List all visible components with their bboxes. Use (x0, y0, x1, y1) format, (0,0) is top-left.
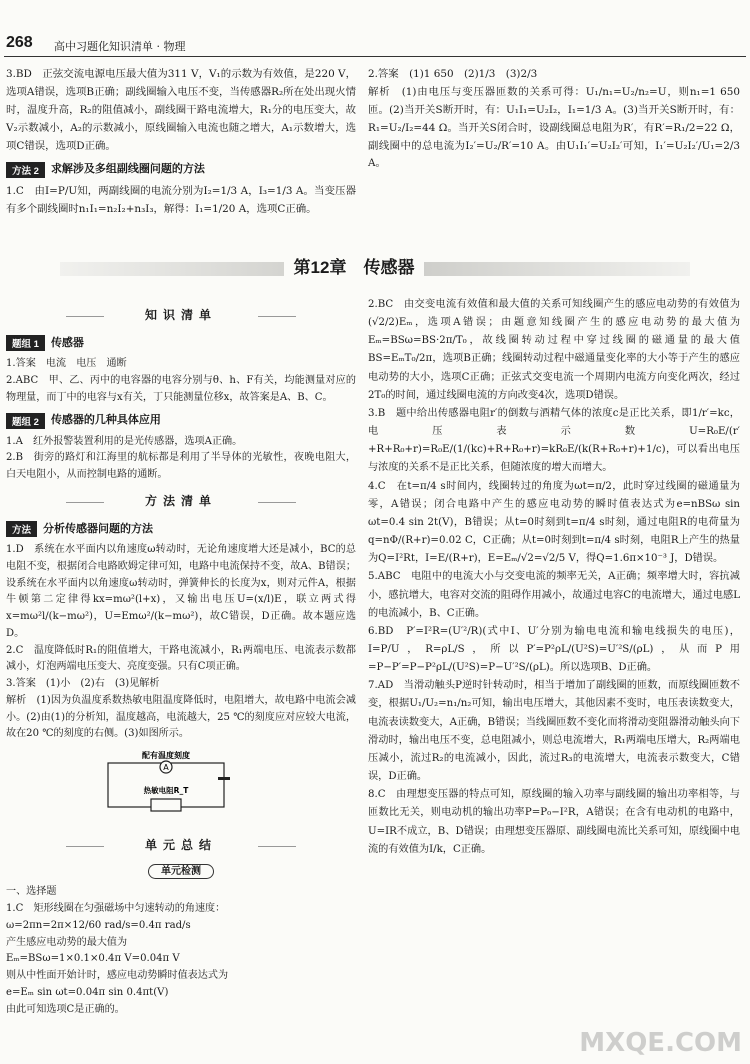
g2-answer-1: 1.A 红外报警装置利用的是光传感器，选项A正确。 (6, 435, 243, 447)
s-answer-1: 1.C 矩形线圈在匀强磁场中匀速转动的角速度： (6, 903, 226, 915)
right-column (368, 296, 740, 859)
battery-icon (218, 777, 230, 780)
book-title: 高中习题化知识清单 · 物理 (54, 40, 186, 53)
top-left-column (6, 66, 356, 219)
group-1-heading (6, 334, 356, 352)
unit-test-box (6, 864, 356, 881)
r-answer-3: 3.B 题中给出传感器电阻r′的倒数与酒精气体的浓度c是正比关系，即1/r′=kc，电压表示数U=R₀E/(r′+R+R₀+r)=R₀E/(1/(kc)+R+R₀+r)=kR₀E/(k(R+R₀+r)+1/c)，可以看出电压与浓度的关系不是正比关系，但随浓度的增大而增大。 (368, 407, 740, 474)
group-2-tag: 题组 2 (6, 413, 45, 429)
thermistor-label: 热敏电阻R_T (143, 786, 189, 796)
r-answer-4: 4.C 在t=π/4 s时间内，线圈转过的角度为ωt=π/2，此时穿过线圈的磁通量为零，A错误；闭合电路中产生的感应电动势的瞬时值表达式为e=nBSω sin ωt=0.4 sin 2t(V)，B错误；从t=0时刻到t=π/4 s时刻，通过电阻R的电荷量为q=nΦ/(R+r)=0.02 C，C正确；从t=0时刻到t=π/4 s时刻，电阻R上产生的热量为Q=I²Rt，I=E/(R+r)，E=Eₘ/√2=√2/5 V，得Q=1.6π×10⁻³ J，D错误。 (368, 480, 740, 565)
answer-2: 2.答案 (1)1 650 (2)1/3 (3)2/3 (368, 68, 538, 80)
s-answer-1-c: Eₘ=BSω=1×0.1×0.4π V=0.04π V (6, 953, 180, 965)
r-answer-8: 8.C 由理想变压器的特点可知，原线圈的输入功率与副线圈的输出功率相等，与匝数比无关，则电动机的输出功率P=P₀−I²R，A错误；在含有电动机的电路中，U=IR不成立，B、D错误；由理想变压器原、副线圈电流比关系可知，原线圈中电流的有效值为I/k，C正确。 (368, 789, 740, 855)
circuit-title: 配有温度刻度 (142, 751, 190, 761)
thermistor-circuit-diagram (96, 749, 236, 815)
method-subheading (6, 520, 356, 538)
header-rule (4, 56, 746, 57)
m-answer-1: 1.D 系统在水平面内以角速度ω转动时，无论角速度增大还是减小，BC的总电阻不变，根据闭合电路欧姆定律可知，电路中电流保持不变，故A、B错误；设系统在水平面内以角速度ω转动时，弹簧伸长的长度为x，则对元件A，根据牛顿第二定律得kx=mω²(l+x)，又输出电压U=(x/l)E，联立两式得x=mω²l/(k−mω²)，U=Emω²/(k−mω²)，故C错误，D正确。故本题应选D。 (6, 544, 356, 639)
method-title: 求解涉及多组副线圈问题的方法 (50, 162, 205, 176)
group-1-tag: 题组 1 (6, 335, 45, 351)
method-heading: 方法清单 (6, 492, 356, 512)
g1-answer-1: 1.答案 电流 电压 通断 (6, 358, 127, 370)
top-right-column (368, 66, 740, 173)
r-answer-6: 6.BD P′=I²R=(U′²/R)(式中I、U′分别为输电电流和输电线损失的电压)，I=P/U，R=ρL/S，所以P′=P²ρL/(U²S)=U′²S/(ρL)，从而P用=P−P′=P−P²ρL/(U²S)=P−U′²S/(ρL)。所以选项B、D正确。 (368, 625, 740, 674)
r-answer-2: 2.BC 由交变电流有效值和最大值的关系可知线圈产生的感应电动势的有效值为(√2/2)Eₘ，选项A错误；由题意知线圈产生的感应电动势的最大值为Eₘ=BSω=BS·2π/T₀，故线圈转动过程中穿过线圈的磁通量的最大值BS=EₘT₀/2π，选项B正确；线圈转动过程中磁通量变化率的大小等于产生的感应电动势的大小，选项C正确；正弦式交变电流一个周期内电流方向变化两次，经过2T₀的时间，通过线圈电流的方向改变4次，选项D错误。 (368, 299, 740, 401)
watermark: MXQE.COM (579, 1028, 742, 1058)
answer-1: 1.C 由I=P/U知，两副线圈的电流分别为I₂=1/3 A，I₃=1/3 A。当变压器有多个副线圈时n₁I₁=n₂I₂+n₃I₃，解得：I₁=1/20 A，选项C正确。 (6, 185, 356, 216)
page-header (0, 0, 750, 58)
unit-test-label: 单元检测 (148, 864, 214, 879)
unit-summary-heading: 单元总结 (6, 836, 356, 856)
s-answer-1-b: 产生感应电动势的最大值为 (6, 936, 128, 948)
g2-answer-2: 2.B 街旁的路灯和江海里的航标都是利用了半导体的光敏性，夜晚电阻大，白天电阻小，从而控制电路的通断。 (6, 452, 356, 481)
answer-3: 3.BD 正弦交流电源电压最大值为311 V，V₁的示数为有效值，是220 V，选项A错误，选项B正确；副线圈输入电压不变，当传感器R₂所在处出现火情时，温度升高，R₂的阻值减小，副线圈干路电流增大，R₁分的电压变大，故V₂示数减小，A₂的示数减小，原线圈输入电流也随之增大，A₁示数增大，选项C错误，选项D正确。 (6, 68, 356, 152)
answer-2-analysis: 解析 (1)由电压与变压器匝数的关系可得：U₁/n₁=U₂/n₂=U，则n₁=1 650匝。(2)当开关S断开时，有：U₁I₁=U₂I₂，I₁=1/3 A。(3)当开关S断开时，有：R₁=U₂/I₂=44 Ω。当开关S闭合时，设副线圈总电阻为R′，有R′=R₁/2=22 Ω，副线圈中的总电流为I₂′=U₂/R′=10 A。由U₁I₁′=U₂I₂′可知，I₁′=U₂I₂′/U₁=2/3 A。 (368, 85, 740, 170)
chapter-banner (0, 252, 750, 286)
method-subtitle: 分析传感器问题的方法 (43, 521, 154, 535)
r-answer-5: 5.ABC 电阻中的电流大小与交变电流的频率无关，A正确；频率增大时，容抗减小，感抗增大，电容对交流的阻碍作用减小，故通过电容C的电流增大，通过电感L的电流减小，B、C正确。 (368, 571, 740, 619)
s-answer-1-e: e=Eₘ sin ωt=0.04π sin 0.4πt(V) (6, 986, 169, 998)
m-answer-3-analysis: 解析 (1)因为负温度系数热敏电阻温度降低时，电阻增大，故电路中电流会减小。(2)由(1)的分析知，温度越高，电流越大，25 ℃的刻度应对应较大电流，故在20 ℃的刻度的右侧。(3)如图所示。 (6, 694, 356, 740)
method-2-heading (6, 160, 356, 179)
m-answer-2: 2.C 温度降低时R₁的阻值增大，干路电流减小，R₁两端电压、电流表示数都减小，灯泡两端电压变大、亮度变强。只有C项正确。 (6, 644, 356, 673)
ammeter-label: A (163, 763, 169, 773)
m-answer-3: 3.答案 (1)小 (2)右 (3)见解析 (6, 678, 160, 690)
s-answer-1-f: 由此可知选项C是正确的。 (6, 1003, 125, 1015)
group-2-title: 传感器的几种具体应用 (50, 413, 161, 427)
g1-answer-2: 2.ABC 甲、乙、丙中的电容器的电容分别与θ、h、F有关，均能测量对应的物理量，而丁中的电容与x有关，丁只能测量位移x，故答案是A、B、C。 (6, 374, 356, 403)
knowledge-heading: 知识清单 (6, 306, 356, 326)
section-choice: 一、选择题 (6, 886, 57, 898)
chapter-title: 第12章 传感器 (284, 254, 424, 282)
group-2-heading (6, 411, 356, 429)
s-answer-1-a: ω=2πn=2π×12/60 rad/s=0.4π rad/s (6, 919, 191, 931)
r-answer-7: 7.AD 当滑动触头P逆时针转动时，相当于增加了副线圈的匝数，而原线圈匝数不变，根据U₁/U₂=n₁/n₂可知，输出电压增大，其他因素不变时，电压表读数变大，电流表读数变大，A正确，B错误；当线圈匝数不变化而将滑动变阻器滑动触头向下滑动时，输出电压不变，总电阻减小，则总电流增大，R₁两端电压增大，R₂两端电压减小，流过R₂的电流减小，因此，流过R₃的电流增大，电流表示数变大，C错误，D正确。 (368, 680, 740, 783)
page-number: 268 (6, 34, 33, 51)
group-1-title: 传感器 (50, 335, 84, 349)
left-column (6, 298, 356, 1018)
method-tag-2: 方法 (6, 521, 37, 537)
s-answer-1-d: 则从中性面开始计时，感应电动势瞬时值表达式为 (6, 970, 229, 982)
thermistor-icon (151, 799, 181, 811)
method-tag: 方法 2 (6, 162, 45, 178)
